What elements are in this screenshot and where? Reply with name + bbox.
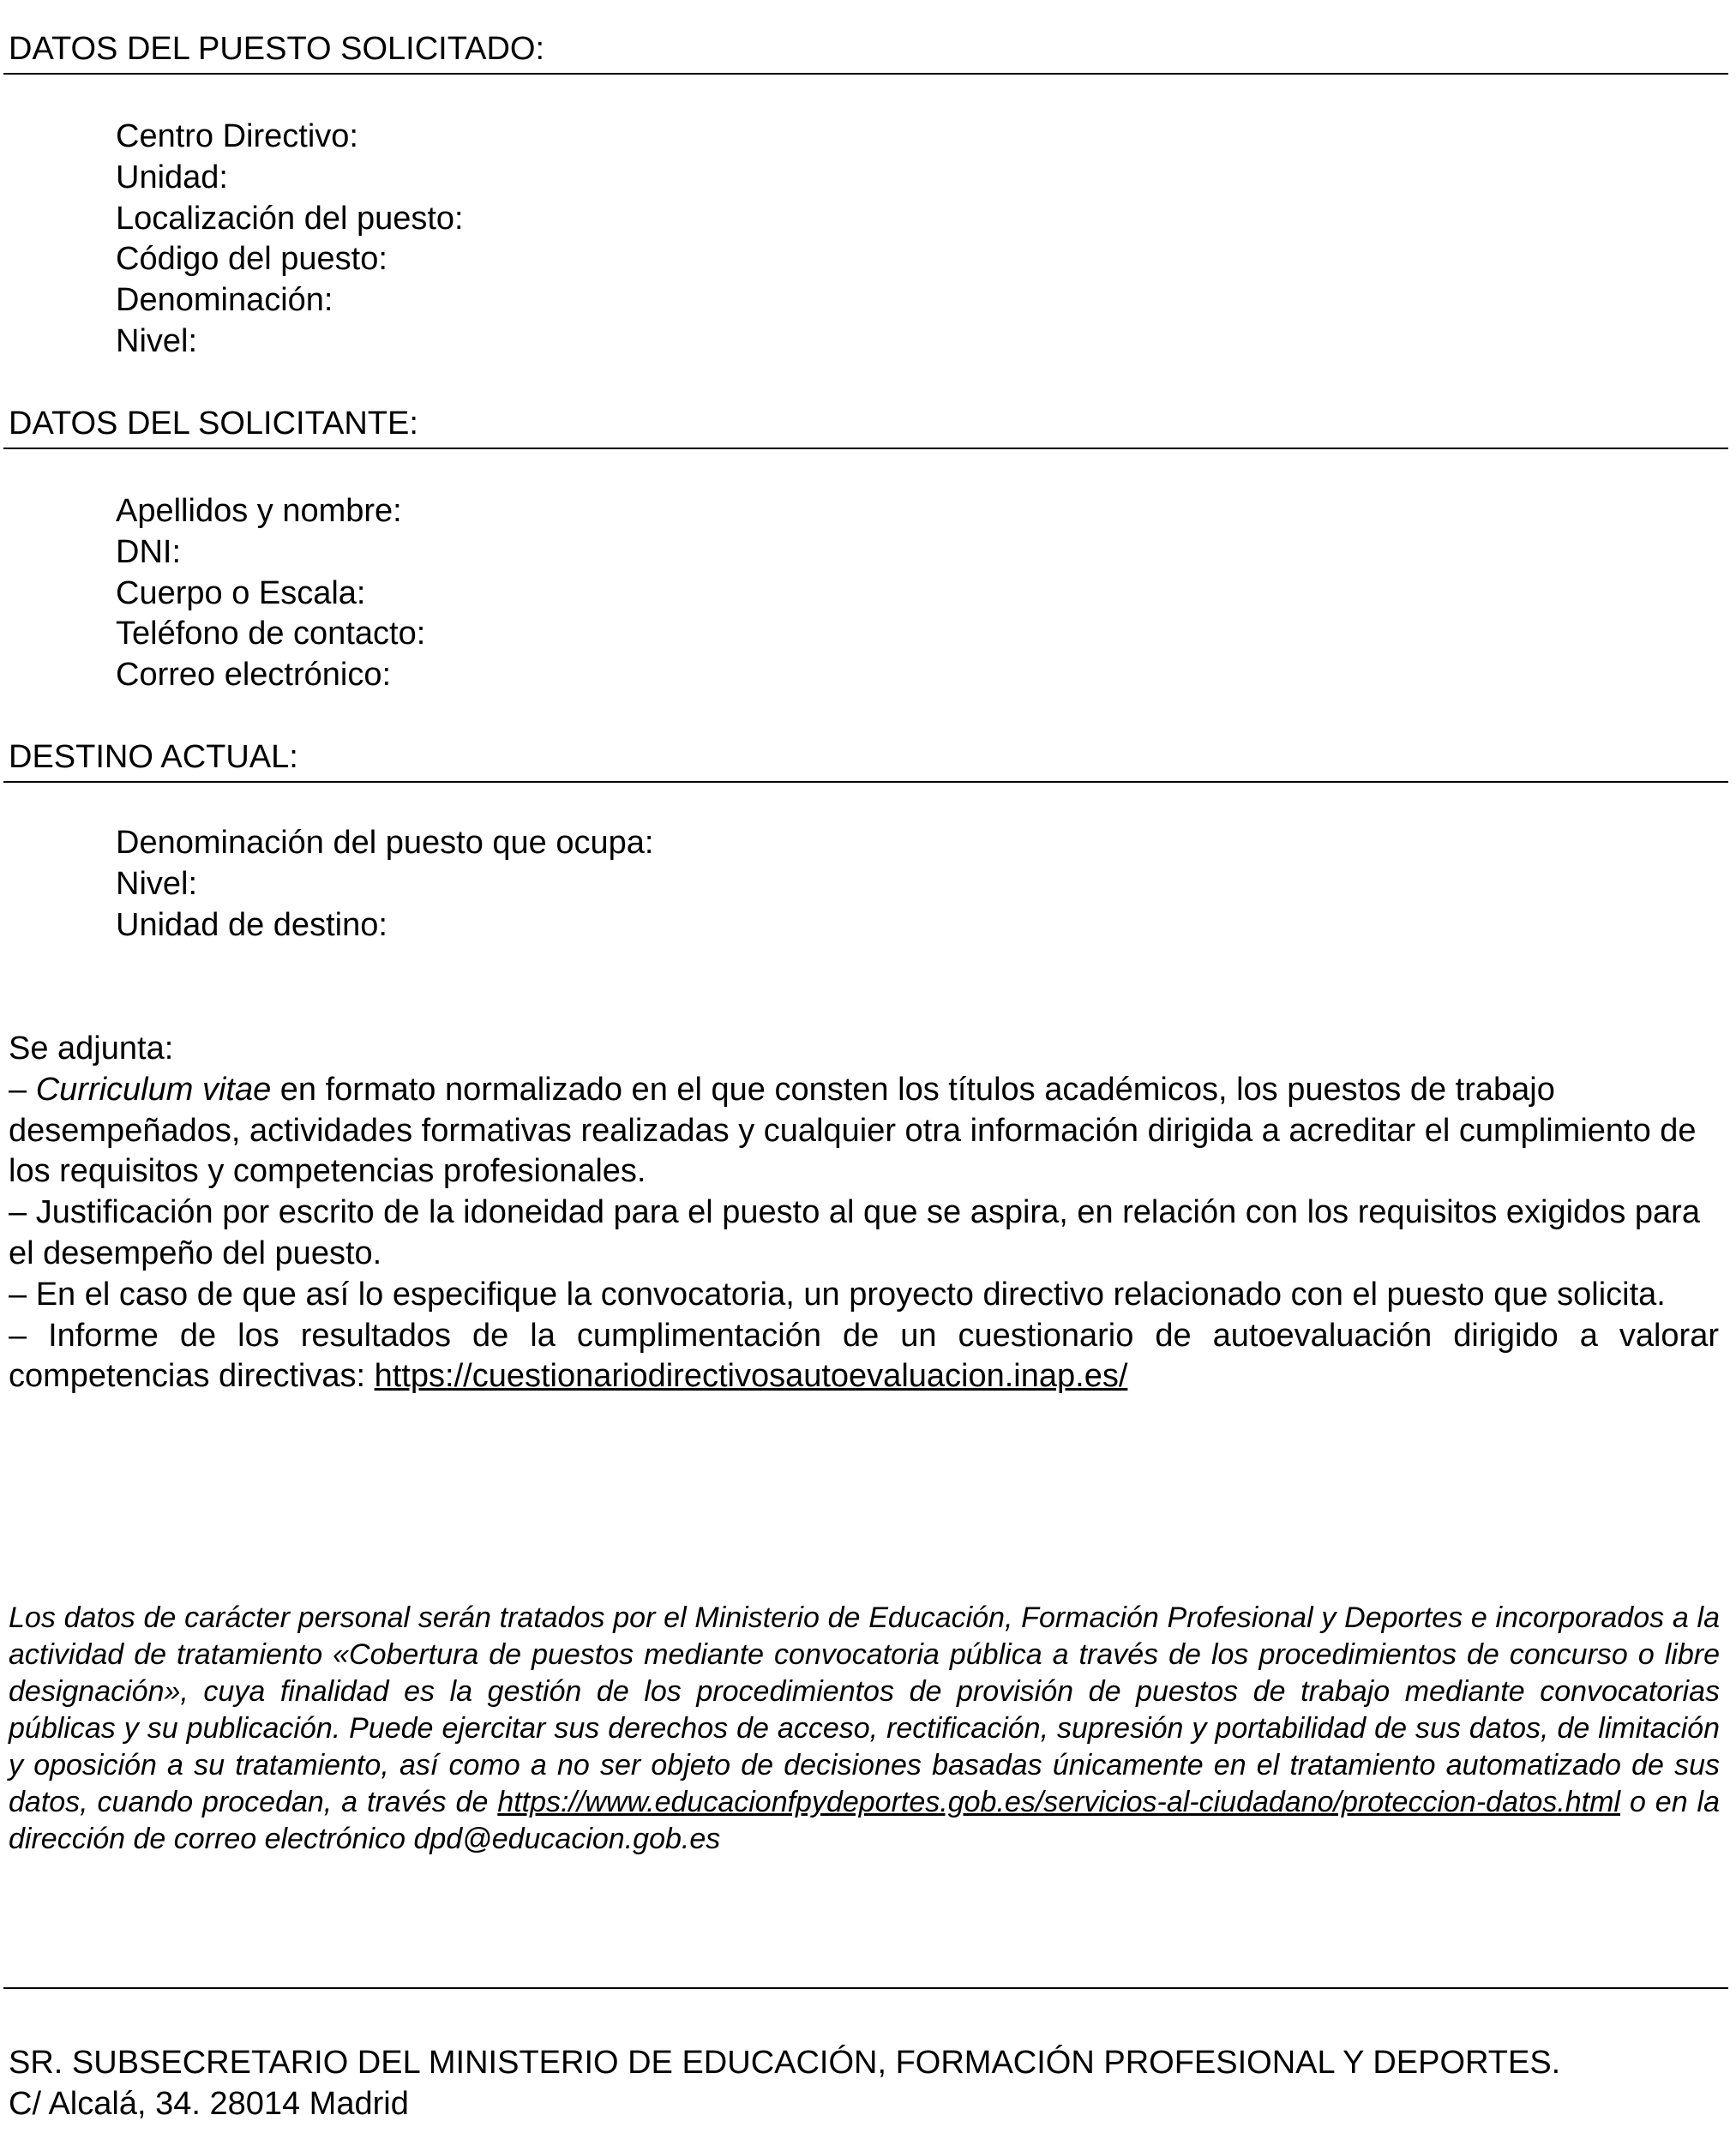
footer-divider (3, 1987, 1728, 1989)
attachment-item-cv: – Curriculum vitae en formato normalizado en el que consten los títulos académicos, los puestos de trabajo desempeñados, actividades formativas realizadas y cualquier otra información dirigida a acreditar el cumplimiento de los requisitos y competencias profesionales. (9, 1071, 1697, 1190)
field-telefono: Teléfono de contacto: (116, 616, 426, 652)
footer-addressee: SR. SUBSECRETARIO DEL MINISTERIO DE EDUCACIÓN, FORMACIÓN PROFESIONAL Y DEPORTES. (9, 2045, 1561, 2081)
attachments-block (9, 1029, 1719, 1397)
field-denominacion: Denominación: (116, 282, 333, 319)
section-divider (3, 73, 1728, 75)
footer-block (9, 2043, 1560, 2125)
field-dni: DNI: (116, 533, 181, 570)
field-unidad: Unidad: (116, 159, 228, 195)
field-apellidos-nombre: Apellidos y nombre: (116, 493, 402, 529)
privacy-link[interactable]: https://www.educacionfpydeportes.gob.es/servicios-al-ciudadano/proteccion-datos.html (497, 1786, 1621, 1818)
destino-field-list (116, 823, 653, 946)
footer-address: C/ Alcalá, 34. 28014 Madrid (9, 2085, 409, 2122)
cv-italic-term: Curriculum vitae (35, 1071, 272, 1108)
field-nivel: Nivel: (116, 322, 198, 359)
field-correo: Correo electrónico: (116, 657, 392, 694)
attachment-item-informe: – Informe de los resultados de la cumplimentación de un cuestionario de autoevaluación dirigido a valorar competencias directivas: https://cuestionariodirectivosautoevaluacion.inap.es/ (9, 1317, 1719, 1395)
field-unidad-destino: Unidad de destino: (116, 906, 387, 943)
field-centro-directivo: Centro Directivo: (116, 118, 358, 154)
solicitante-field-list (116, 491, 425, 696)
field-localizacion: Localización del puesto: (116, 200, 464, 237)
privacy-notice: Los datos de carácter personal serán tratados por el Ministerio de Educación, Formación Profesional y Deportes e incorporados a la actividad de tratamiento «Cobertura de puestos mediante convocatoria pública a través de los procedimientos de concurso o libre designación», cuya finalidad es la gestión de los procedimientos de provisión de puestos de trabajo mediante convocatorias públicas y su publicación. Puede ejercitar sus derechos de acceso, rectificación, supresión y portabilidad de sus datos, de limitación y oposición a su tratamiento, así como a no ser objeto de decisiones basadas únicamente en el tratamiento automatizado de sus datos, cuando procedan, a través de https://www.educacionfpydeportes.gob.es/servicios-al-ciudadano/proteccion-datos.html o en la dirección de correo electrónico dpd@educacion.gob.es (9, 1601, 1721, 1855)
attachments-intro: Se adjunta: (9, 1030, 174, 1066)
section-heading-solicitante: DATOS DEL SOLICITANTE: (9, 406, 418, 442)
section-divider (3, 781, 1728, 783)
section-heading-puesto: DATOS DEL PUESTO SOLICITADO: (9, 31, 545, 67)
field-denominacion-ocupa: Denominación del puesto que ocupa: (116, 825, 654, 861)
section-heading-destino: DESTINO ACTUAL: (9, 739, 298, 775)
attachment-item-justificacion: – Justificación por escrito de la idoneidad para el puesto al que se aspira, en relación con los requisitos exigidos para el desempeño del puesto. (9, 1194, 1700, 1271)
cuestionario-link[interactable]: https://cuestionariodirectivosautoevaluacion.inap.es/ (374, 1358, 1128, 1395)
puesto-field-list (116, 117, 464, 363)
attachment-item-proyecto: – En el caso de que así lo especifique la convocatoria, un proyecto directivo relacionado con el puesto que solicita. (9, 1276, 1666, 1313)
section-divider (3, 448, 1728, 449)
field-codigo: Código del puesto: (116, 241, 387, 278)
field-cuerpo-escala: Cuerpo o Escala: (116, 574, 366, 611)
field-nivel-actual: Nivel: (116, 865, 198, 902)
